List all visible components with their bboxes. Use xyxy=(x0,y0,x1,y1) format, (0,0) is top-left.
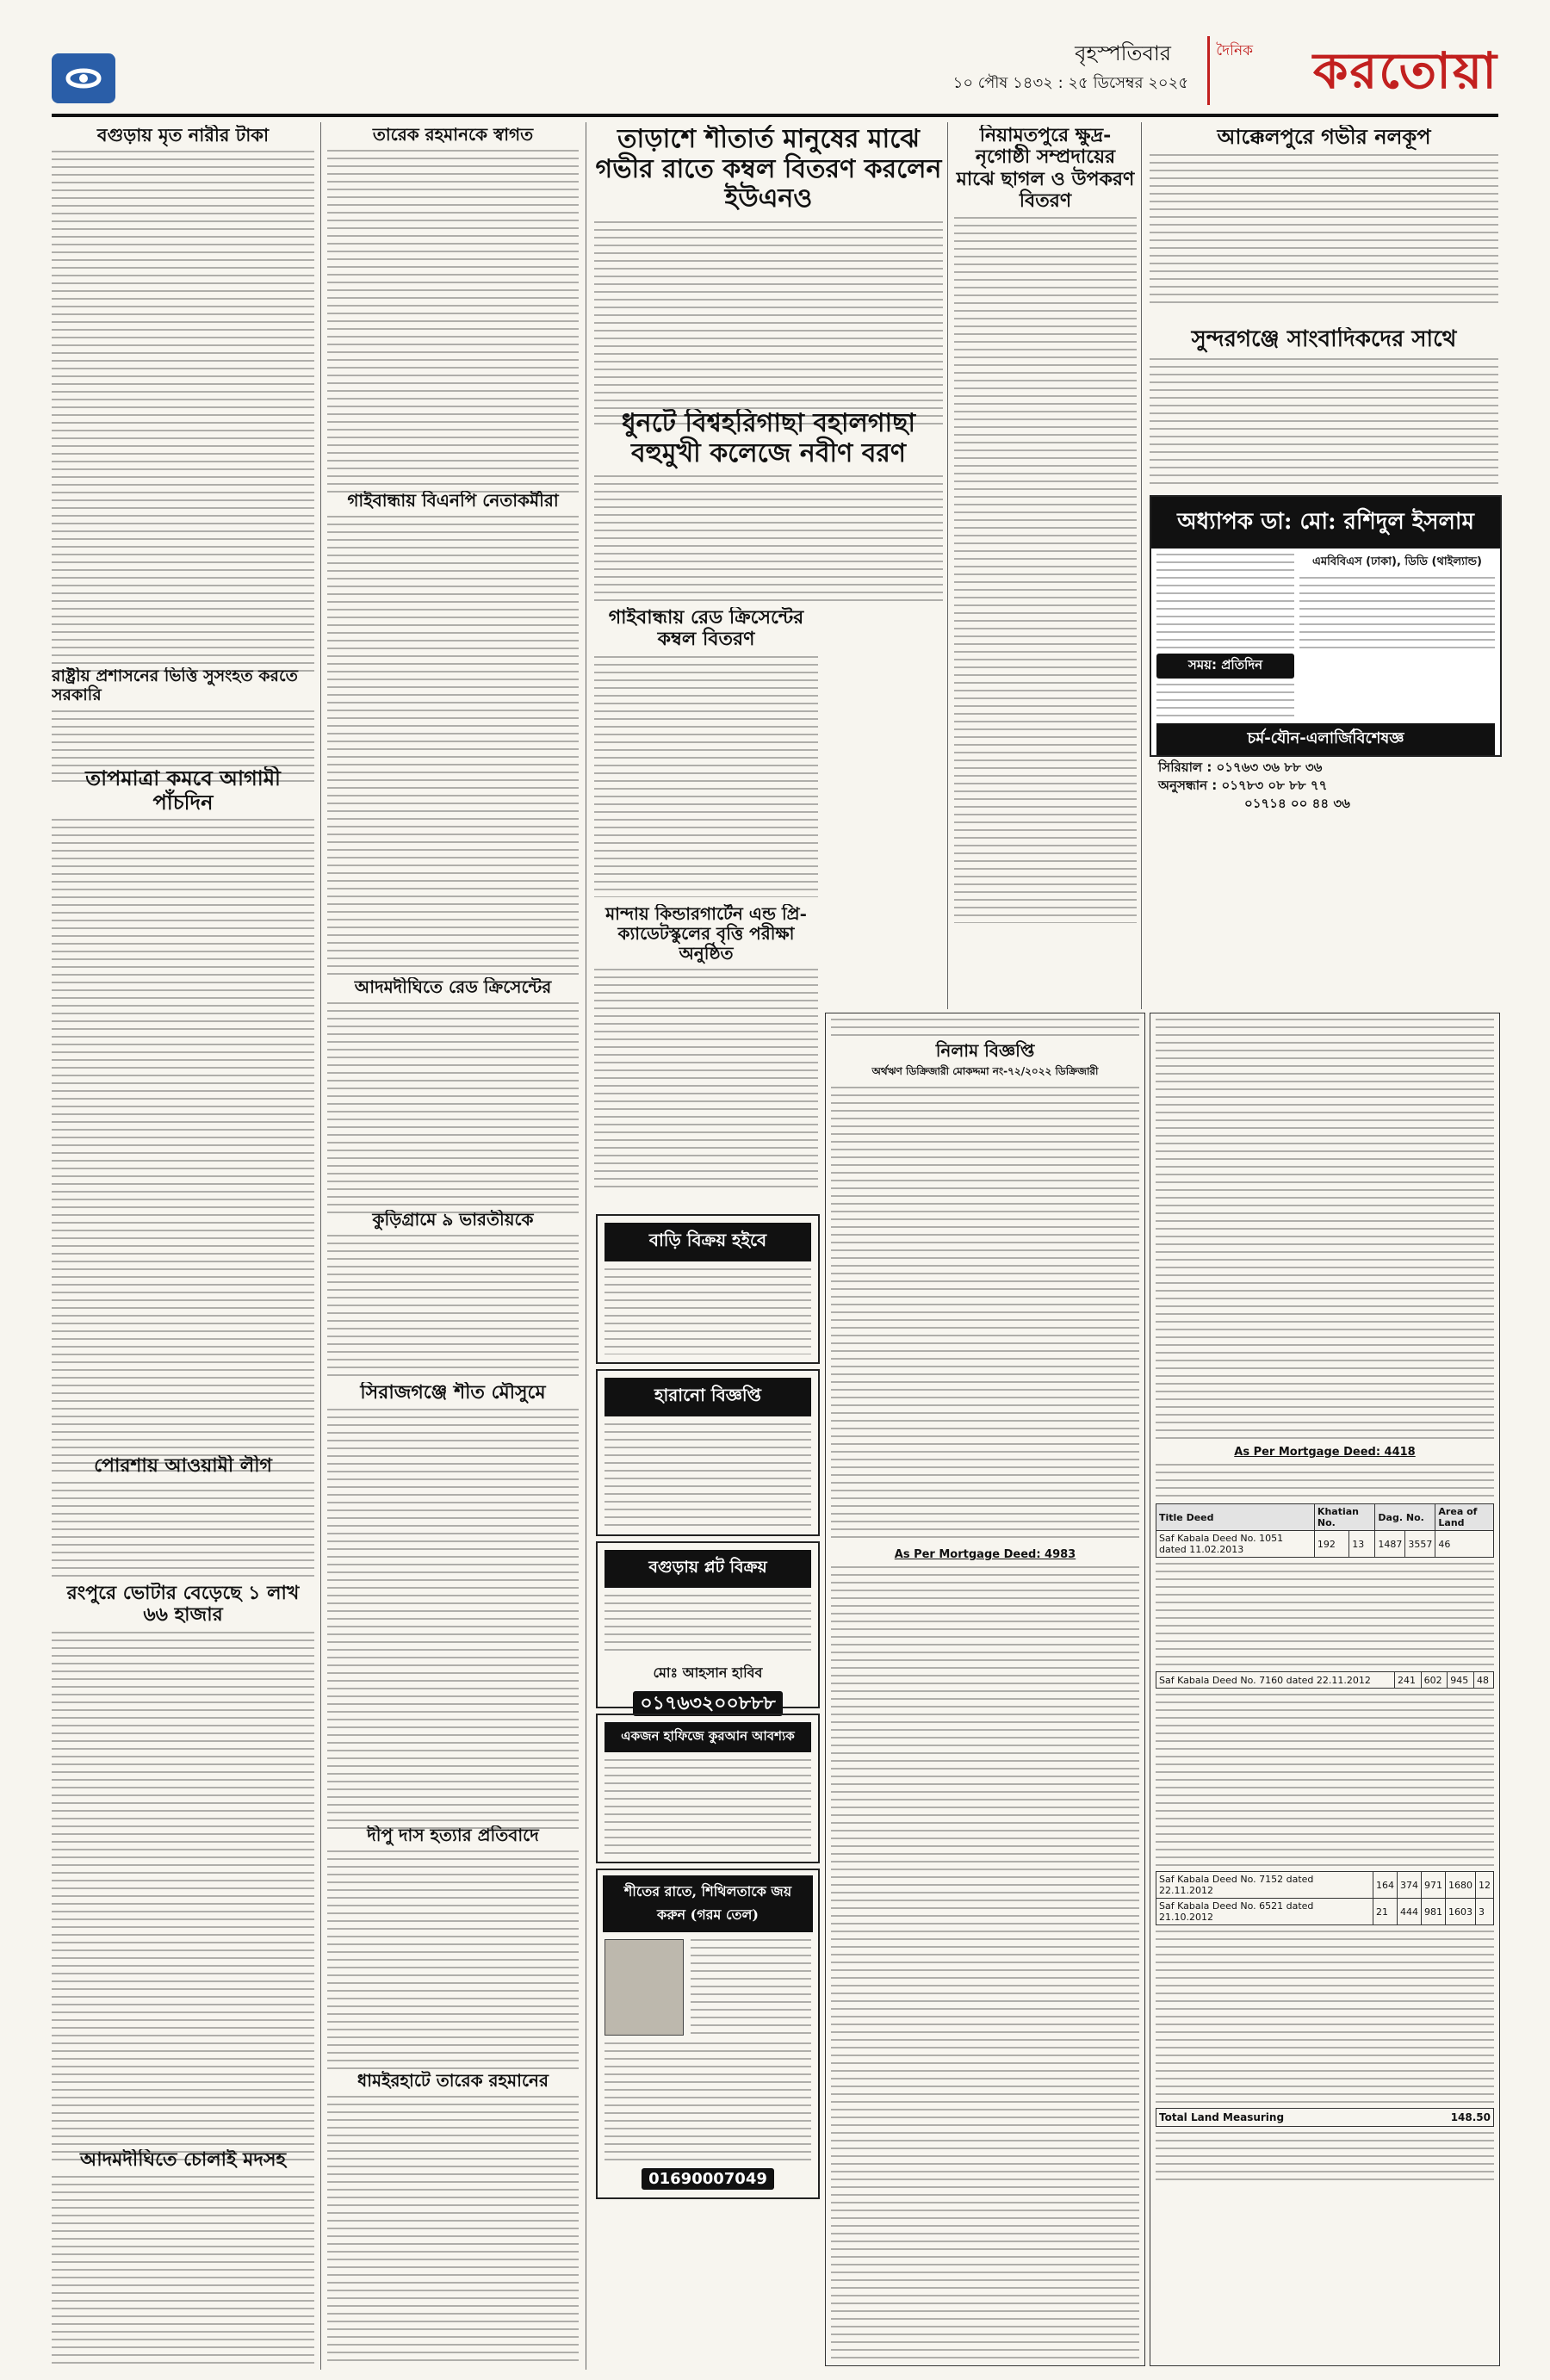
article xyxy=(594,125,943,428)
table-row xyxy=(1156,1899,1494,1925)
table-cell: 241 xyxy=(1394,1672,1421,1689)
article xyxy=(1150,125,1498,309)
notice-court xyxy=(831,1019,1139,1036)
article-body xyxy=(327,2096,579,2363)
header-rule xyxy=(52,114,1498,117)
masthead-prefix: দৈনিক xyxy=(1216,42,1253,59)
article xyxy=(327,2071,579,2363)
table-header-cell: Title Deed xyxy=(1156,1504,1315,1531)
article xyxy=(327,977,579,1218)
table-cell: 971 xyxy=(1422,1872,1446,1899)
table-row xyxy=(1156,1531,1494,1558)
headline: রাষ্ট্রীয় প্রশাসনের ভিত্তি সুসংহত করতে সরকারি xyxy=(52,667,298,704)
table-cell: Saf Kabala Deed No. 7152 dated 22.11.2012 xyxy=(1156,1872,1373,1899)
ad-image xyxy=(604,1939,684,2036)
headline: আদমদীঘিতে রেড ক্রিসেন্টের xyxy=(354,977,552,997)
table-cell: 444 xyxy=(1398,1899,1422,1925)
table-row xyxy=(1156,1672,1494,1689)
headline: আদমদীঘিতে চোলাই মদসহ xyxy=(79,2149,287,2171)
table-cell: 13 xyxy=(1349,1531,1375,1558)
headline: তারেক রহমানকে স্বাগত xyxy=(372,125,534,145)
ad-title: বগুড়ায় প্লট বিক্রয় xyxy=(604,1550,811,1588)
article xyxy=(327,1382,579,1831)
headline: মান্দায় কিন্ডারগার্টেন এন্ড প্রি-ক্যাডেটস্কুলের বৃত্তি পরীক্ষা অনুষ্ঠিত xyxy=(605,904,807,964)
headline: পোরশায় আওয়ামী লীগ xyxy=(94,1455,272,1477)
ad-doctor xyxy=(1150,495,1502,811)
total-label: Total Land Measuring xyxy=(1159,2111,1285,2123)
ad-plot-sale xyxy=(596,1541,820,1714)
ad-title: একজন হাফিজে কুরআন আবশ্যক xyxy=(604,1722,811,1752)
ad-phone: ০১৭৬৩২০০৮৮৮ xyxy=(633,1691,782,1716)
schedule-text xyxy=(1156,1563,1494,1666)
article xyxy=(52,766,314,1473)
table-cell: 192 xyxy=(1314,1531,1348,1558)
headline: তাড়াশে শীতার্ত মানুষের মাঝে গভীর রাতে কম্বল বিতরণ করলেন ইউএনও xyxy=(595,125,942,214)
table-row xyxy=(1156,1872,1494,1899)
article-body xyxy=(1150,358,1498,487)
schedule-table xyxy=(1156,1671,1494,1689)
article-body xyxy=(52,1482,314,1577)
column-divider xyxy=(320,122,321,2370)
table-cell: 1603 xyxy=(1446,1899,1476,1925)
article xyxy=(954,125,1137,923)
ad-phone: সিরিয়াল : ০১৭৬৩ ৩৬ ৮৮ ৩৬ xyxy=(1158,759,1323,775)
column-divider xyxy=(947,122,948,1009)
schedule-text xyxy=(1156,1931,1494,2103)
ad-chamber-info xyxy=(1156,554,1294,648)
mortgage-heading: As Per Mortgage Deed: 4983 xyxy=(894,1548,1076,1561)
headline: ধামইরহাটে তারেক রহমানের xyxy=(357,2071,549,2091)
headline: দীপু দাস হত্যার প্রতিবাদে xyxy=(367,1825,539,1845)
table-cell: 602 xyxy=(1421,1672,1448,1689)
article-body xyxy=(52,819,314,1473)
ad-title: বাড়ি বিক্রয় হইবে xyxy=(604,1223,811,1261)
table-cell: 48 xyxy=(1473,1672,1493,1689)
table-header-cell: Dag. No. xyxy=(1375,1504,1435,1531)
ad-title: অধ্যাপক ডা: মো: রশিদুল ইসলাম xyxy=(1151,497,1500,549)
headline: আক্কেলপুরে গভীর নলকূপ xyxy=(1217,125,1431,149)
table-cell: 1680 xyxy=(1446,1872,1476,1899)
table-cell: Saf Kabala Deed No. 7160 dated 22.11.2012 xyxy=(1156,1672,1395,1689)
ad-title: হারানো বিজ্ঞপ্তি xyxy=(604,1378,811,1416)
headline: রংপুরে ভোটার বেড়েছে ১ লাখ ৬৬ হাজার xyxy=(66,1583,300,1627)
ad-credentials xyxy=(1299,577,1495,654)
table-cell: 164 xyxy=(1373,1872,1398,1899)
ad-lost-notice xyxy=(596,1369,820,1536)
schedule-table xyxy=(1156,1503,1494,1558)
article-body xyxy=(594,656,818,897)
schedule-list xyxy=(1156,1019,1494,1441)
table-cell: 46 xyxy=(1435,1531,1494,1558)
headline: গাইবান্ধায় বিএনপি নেতাকর্মীরা xyxy=(347,491,559,511)
table-cell: Saf Kabala Deed No. 6521 dated 21.10.2012 xyxy=(1156,1899,1373,1925)
article-body xyxy=(52,151,314,676)
mortgage-heading: As Per Mortgage Deed: 4418 xyxy=(1234,1446,1416,1459)
dateline: ১০ পৌষ ১৪৩২ : ২৫ ডিসেম্বর ২০২৫ xyxy=(952,74,1188,92)
schedule-right xyxy=(1150,1013,1500,2366)
article xyxy=(594,904,818,1193)
schedule-list xyxy=(831,1566,1139,2363)
ad-contact: মোঃ আহসান হাবিব xyxy=(653,1664,763,1681)
table-cell: 945 xyxy=(1448,1672,1474,1689)
article xyxy=(1150,327,1498,487)
total-value: 148.50 xyxy=(1450,2111,1491,2123)
schedule-text xyxy=(1156,1694,1494,1866)
schedule-text xyxy=(1156,1464,1494,1498)
article xyxy=(327,491,579,981)
masthead-divider xyxy=(1207,36,1210,105)
article xyxy=(594,607,818,897)
court-notice xyxy=(825,1013,1145,2366)
ad-phone: ০১৭১৪ ০০ ৪৪ ৩৬ xyxy=(1244,796,1350,811)
table-cell: 12 xyxy=(1476,1872,1494,1899)
notice-title: নিলাম বিজ্ঞপ্তি xyxy=(935,1040,1035,1061)
table-cell: 981 xyxy=(1422,1899,1446,1925)
article-body xyxy=(594,475,943,604)
ad-oil xyxy=(596,1869,820,2199)
ad-quran xyxy=(596,1714,820,1863)
article xyxy=(52,125,314,676)
ad-body xyxy=(604,1595,811,1655)
article xyxy=(52,1583,314,2166)
schedule-table-wrap xyxy=(1156,1503,1494,1558)
ad-degree: এমবিবিএস (ঢাকা), ডিডি (থাইল্যান্ড) xyxy=(1312,555,1482,568)
ad-body xyxy=(691,1939,811,2034)
article-body xyxy=(52,2176,314,2365)
article-body xyxy=(327,516,579,981)
article-body xyxy=(594,221,943,428)
article-body xyxy=(327,150,579,494)
ad-phone: অনুসন্ধান : ০১৭৮৩ ০৮ ৮৮ ৭৭ xyxy=(1158,778,1328,793)
table-cell: 1487 xyxy=(1375,1531,1405,1558)
headline: গাইবান্ধায় রেড ক্রিসেন্টের কম্বল বিতরণ xyxy=(608,607,804,651)
article-body xyxy=(52,1632,314,2166)
masthead-title: করতোয়া xyxy=(1312,41,1498,100)
article xyxy=(327,1825,579,2074)
headline: সিরাজগঞ্জে শীত মৌসুমে xyxy=(360,1382,546,1404)
article xyxy=(327,1210,579,1381)
ad-body xyxy=(604,1268,811,1354)
ad-house-sale xyxy=(596,1214,820,1364)
column-divider xyxy=(1141,122,1142,1009)
ad-time-label: সময়: প্রতিদিন xyxy=(1156,654,1294,679)
article-body xyxy=(327,1235,579,1381)
table-cell: 21 xyxy=(1373,1899,1398,1925)
ad-body xyxy=(604,1423,811,1527)
ad-title: শীতের রাতে, শিথিলতাকে জয় করুন (গরম তেল) xyxy=(603,1875,813,1932)
table-header-cell: Area of Land xyxy=(1435,1504,1494,1531)
headline: তাপমাত্রা কমবে আগামী পাঁচদিন xyxy=(85,766,281,815)
schedule-table xyxy=(1156,1871,1494,1925)
table-header-cell: Khatian No. xyxy=(1314,1504,1375,1531)
article xyxy=(327,125,579,494)
ad-body xyxy=(604,2042,811,2163)
table-cell: Saf Kabala Deed No. 1051 dated 11.02.2013 xyxy=(1156,1531,1315,1558)
article xyxy=(52,2149,314,2365)
headline: নিয়ামতপুরে ক্ষুদ্র-নৃগোষ্ঠী সম্প্রদায়ের মাঝে ছাগল ও উপকরণ বিতরণ xyxy=(956,125,1135,212)
weekday: বৃহস্পতিবার xyxy=(1075,41,1171,65)
schedule-text xyxy=(1156,2132,1494,2184)
ad-dept: চর্ম-যৌন-এলার্জিবিশেষজ্ঞ xyxy=(1156,723,1495,755)
article-body xyxy=(327,1850,579,2074)
headline: কুড়িগ্রামে ৯ ভারতীয়কে xyxy=(372,1210,534,1230)
table-cell: 3557 xyxy=(1405,1531,1435,1558)
table-cell: 374 xyxy=(1398,1872,1422,1899)
logo-icon xyxy=(63,61,104,96)
table-header xyxy=(1156,1504,1494,1531)
article-body xyxy=(327,1002,579,1218)
ad-time-info xyxy=(1156,684,1294,718)
ad-body xyxy=(604,1759,811,1854)
article xyxy=(594,409,943,604)
article-body xyxy=(1150,154,1498,309)
logo xyxy=(52,53,115,103)
notice-subtitle: অর্থঋণ ডিক্রিজারী মোকদ্দমা নং-৭২/২০২২ ডিক্রিজারী xyxy=(871,1065,1099,1077)
notice-body xyxy=(831,1087,1139,1543)
ad-phone: 01690007049 xyxy=(642,2168,774,2190)
headline: ধুনটে বিশ্বহরিগাছা বহালগাছা বহুমুখী কলেজে নবীণ বরণ xyxy=(621,409,916,468)
article xyxy=(52,1455,314,1577)
headline: বগুড়ায় মৃত নারীর টাকা xyxy=(96,125,270,146)
article-body xyxy=(327,1409,579,1831)
article-body xyxy=(594,969,818,1193)
headline: সুন্দরগঞ্জে সাংবাদিকদের সাথে xyxy=(1191,327,1457,352)
table-cell: 3 xyxy=(1476,1899,1494,1925)
article-body xyxy=(954,217,1137,923)
